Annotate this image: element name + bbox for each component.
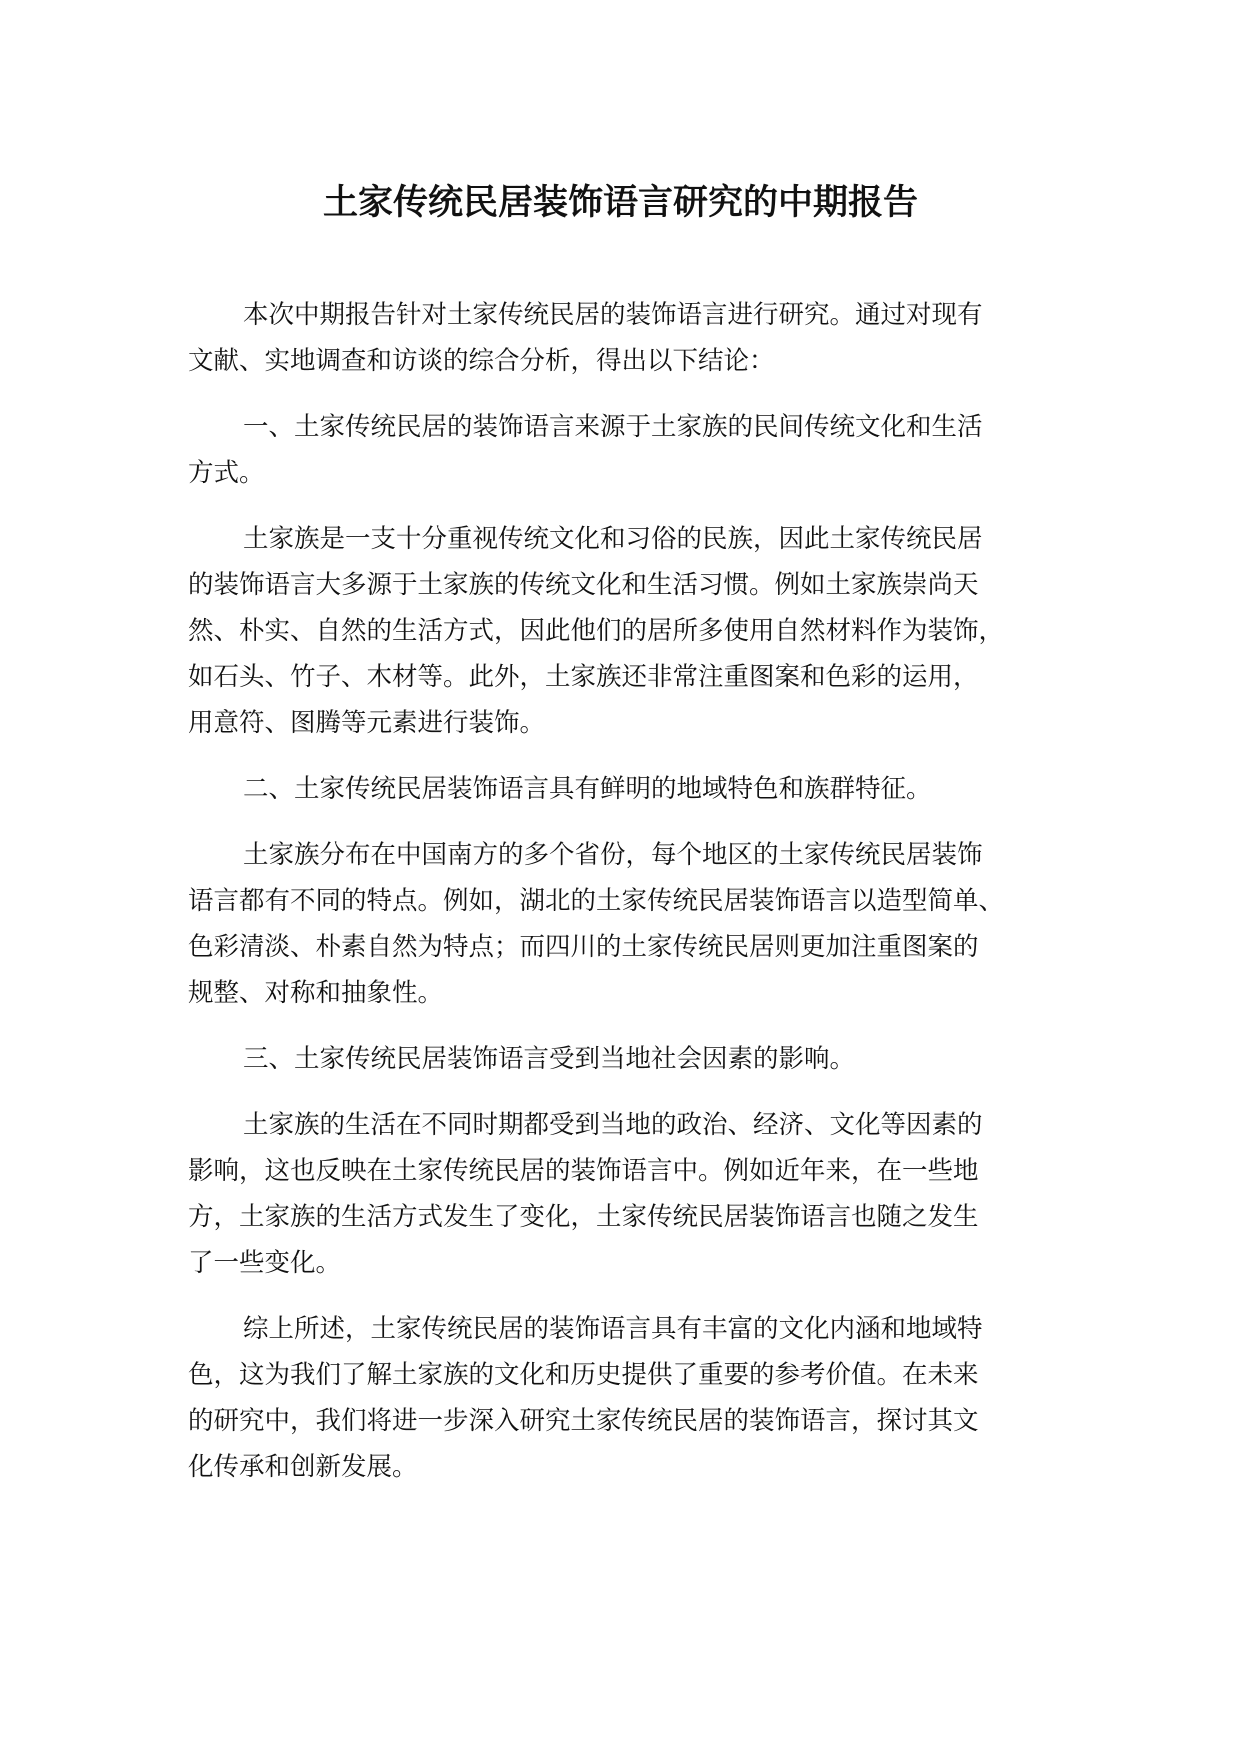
- paragraph-line: 土家族是一支十分重视传统文化和习俗的民族，因此土家传统民居: [243, 524, 983, 554]
- paragraph-line: 的研究中，我们将进一步深入研究土家传统民居的装饰语言，探讨其文: [188, 1406, 979, 1436]
- paragraph-conclusion-1-heading: [188, 404, 1048, 496]
- paragraph-line: 综上所述，土家传统民居的装饰语言具有丰富的文化内涵和地域特: [243, 1314, 983, 1344]
- paragraph-line: 化传承和创新发展。: [188, 1452, 418, 1482]
- paragraph-line: 色，这为我们了解土家族的文化和历史提供了重要的参考价值。在未来: [188, 1360, 979, 1390]
- paragraph-line: 三、土家传统民居装饰语言受到当地社会因素的影响。: [243, 1044, 856, 1074]
- paragraph-line: 的装饰语言大多源于土家族的传统文化和生活习惯。例如土家族崇尚天: [188, 570, 979, 600]
- document-title: 土家传统民居装饰语言研究的中期报告: [322, 183, 918, 223]
- paragraph-intro: [188, 292, 1048, 384]
- paragraph-line: 了一些变化。: [188, 1248, 342, 1278]
- paragraph-conclusion-2-detail: [188, 832, 1048, 1016]
- paragraph-line: 方式。: [188, 458, 265, 488]
- paragraph-line: 影响，这也反映在土家传统民居的装饰语言中。例如近年来，在一些地: [188, 1156, 979, 1186]
- paragraph-line: 然、朴实、自然的生活方式，因此他们的居所多使用自然材料作为装饰，: [188, 616, 1005, 646]
- paragraph-line: 如石头、竹子、木材等。此外，土家族还非常注重图案和色彩的运用，: [188, 662, 979, 692]
- paragraph-line: 方，土家族的生活方式发生了变化，土家传统民居装饰语言也随之发生: [188, 1202, 979, 1232]
- paragraph-line: 用意符、图腾等元素进行装饰。: [188, 708, 546, 738]
- paragraph-conclusion-3-heading: [188, 1036, 1048, 1082]
- document-body: [188, 292, 1048, 1510]
- paragraph-line: 本次中期报告针对土家传统民居的装饰语言进行研究。通过对现有: [243, 300, 983, 330]
- paragraph-line: 一、土家传统民居的装饰语言来源于土家族的民间传统文化和生活: [243, 412, 983, 442]
- paragraph-conclusion-3-detail: [188, 1102, 1048, 1286]
- paragraph-line: 二、土家传统民居装饰语言具有鲜明的地域特色和族群特征。: [243, 774, 932, 804]
- paragraph-line: 土家族分布在中国南方的多个省份，每个地区的土家传统民居装饰: [243, 840, 983, 870]
- paragraph-line: 规整、对称和抽象性。: [188, 978, 444, 1008]
- paragraph-line: 色彩清淡、朴素自然为特点；而四川的土家传统民居则更加注重图案的: [188, 932, 979, 962]
- paragraph-line: 文献、实地调查和访谈的综合分析，得出以下结论：: [188, 346, 775, 376]
- paragraph-conclusion-1-detail: [188, 516, 1048, 746]
- paragraph-line: 土家族的生活在不同时期都受到当地的政治、经济、文化等因素的: [243, 1110, 983, 1140]
- paragraph-summary: [188, 1306, 1048, 1490]
- paragraph-conclusion-2-heading: [188, 766, 1048, 812]
- paragraph-line: 语言都有不同的特点。例如，湖北的土家传统民居装饰语言以造型简单、: [188, 886, 1005, 916]
